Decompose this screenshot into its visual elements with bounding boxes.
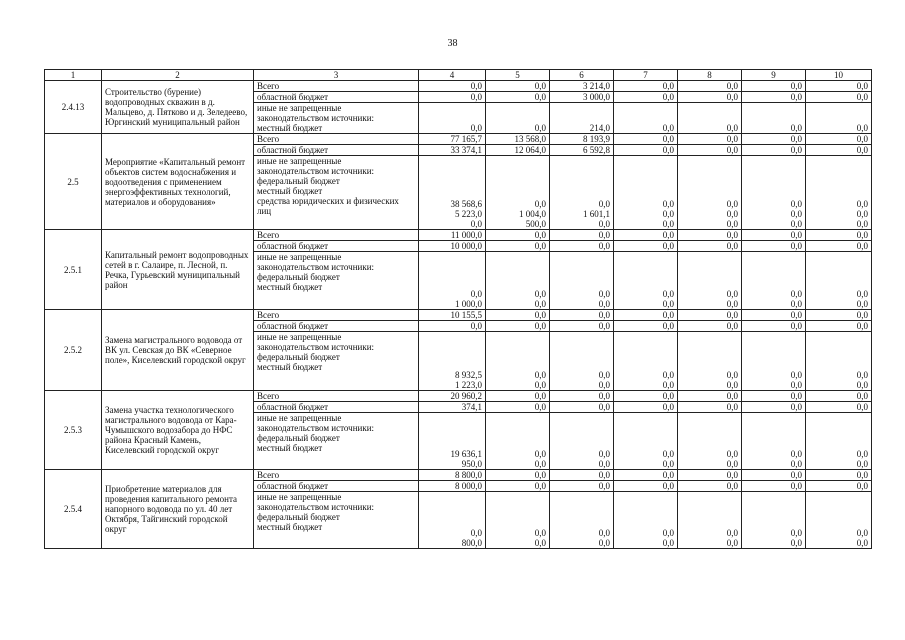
column-header: 7 xyxy=(614,70,678,81)
amount-cell: 0,0 xyxy=(614,134,678,145)
amount-cell: 6 592,8 xyxy=(550,145,614,156)
amount-cell: 0,0 xyxy=(678,241,742,252)
amount-cell: 0,0 xyxy=(678,470,742,481)
funding-source: иные не запрещенные законодательством источники: федеральный бюджет местный бюджет xyxy=(254,252,419,310)
amount-cell: 0,0 0,0 xyxy=(614,252,678,310)
amount-cell: 0,0 xyxy=(614,481,678,492)
amount-cell: 0,0 xyxy=(806,134,872,145)
column-header: 1 xyxy=(45,70,102,81)
funding-source: областной бюджет xyxy=(254,241,419,252)
amount-cell: 0,0 xyxy=(614,391,678,402)
amount-cell: 0,0 xyxy=(486,321,550,332)
amount-cell: 0,0 xyxy=(806,470,872,481)
amount-cell: 0,0 xyxy=(678,310,742,321)
funding-source: Всего xyxy=(254,310,419,321)
amount-cell: 0,0 xyxy=(678,145,742,156)
table-row xyxy=(45,134,872,145)
amount-cell: 0,0 0,0 xyxy=(550,492,614,549)
amount-cell: 0,0 0,0 xyxy=(742,252,806,310)
amount-cell: 0,0 xyxy=(806,391,872,402)
amount-cell: 0,0 xyxy=(550,321,614,332)
amount-cell: 0,0 xyxy=(614,145,678,156)
amount-cell: 0,0 0,0 xyxy=(550,332,614,391)
amount-cell: 0,0 xyxy=(742,470,806,481)
amount-cell: 0,0 0,0 xyxy=(486,252,550,310)
column-header: 8 xyxy=(678,70,742,81)
amount-cell: 0,0 xyxy=(678,92,742,103)
item-number: 2.5.4 xyxy=(45,470,102,549)
amount-cell: 0,0 xyxy=(550,230,614,241)
amount-cell: 0,0 xyxy=(486,103,550,134)
amount-cell: 0,0 xyxy=(806,402,872,413)
amount-cell: 0,0 xyxy=(614,321,678,332)
item-number: 2.5.2 xyxy=(45,310,102,391)
table-row xyxy=(45,470,872,481)
amount-cell: 0,0 800,0 xyxy=(419,492,486,549)
amount-cell: 0,0 xyxy=(742,92,806,103)
amount-cell: 0,0 xyxy=(678,321,742,332)
amount-cell: 0,0 xyxy=(486,402,550,413)
amount-cell: 0,0 0,0 xyxy=(678,252,742,310)
amount-cell: 0,0 xyxy=(486,391,550,402)
amount-cell: 0,0 0,0 xyxy=(550,252,614,310)
funding-source: Всего xyxy=(254,230,419,241)
column-header: 5 xyxy=(486,70,550,81)
table-row xyxy=(45,310,872,321)
amount-cell: 0,0 0,0 xyxy=(742,332,806,391)
column-header: 10 xyxy=(806,70,872,81)
amount-cell: 0,0 xyxy=(614,230,678,241)
amount-cell: 8 800,0 xyxy=(419,470,486,481)
amount-cell: 0,0 xyxy=(742,481,806,492)
amount-cell: 3 000,0 xyxy=(550,92,614,103)
amount-cell: 374,1 xyxy=(419,402,486,413)
amount-cell: 8 932,5 1 223,0 xyxy=(419,332,486,391)
item-number: 2.4.13 xyxy=(45,81,102,134)
funding-source: Всего xyxy=(254,391,419,402)
amount-cell: 0,0 0,0 xyxy=(486,413,550,470)
funding-source: Всего xyxy=(254,470,419,481)
amount-cell: 33 374,1 xyxy=(419,145,486,156)
funding-source: Всего xyxy=(254,134,419,145)
amount-cell: 77 165,7 xyxy=(419,134,486,145)
amount-cell: 20 960,2 xyxy=(419,391,486,402)
amount-cell: 0,0 xyxy=(678,81,742,92)
amount-cell: 0,0 1 601,1 0,0 xyxy=(550,156,614,230)
amount-cell: 3 214,0 xyxy=(550,81,614,92)
funding-source: областной бюджет xyxy=(254,402,419,413)
amount-cell: 0,0 xyxy=(678,134,742,145)
amount-cell: 0,0 xyxy=(742,241,806,252)
amount-cell: 0,0 0,0 0,0 xyxy=(806,156,872,230)
item-number: 2.5 xyxy=(45,134,102,230)
amount-cell: 0,0 0,0 xyxy=(806,332,872,391)
amount-cell: 0,0 0,0 xyxy=(614,332,678,391)
funding-table xyxy=(44,69,872,549)
amount-cell: 0,0 xyxy=(678,402,742,413)
funding-source: Всего xyxy=(254,81,419,92)
amount-cell: 0,0 xyxy=(419,92,486,103)
amount-cell: 0,0 xyxy=(614,81,678,92)
item-number: 2.5.3 xyxy=(45,391,102,470)
amount-cell: 10 000,0 xyxy=(419,241,486,252)
amount-cell: 0,0 xyxy=(614,402,678,413)
amount-cell: 0,0 xyxy=(486,310,550,321)
table-row xyxy=(45,230,872,241)
amount-cell: 0,0 xyxy=(806,230,872,241)
amount-cell: 10 155,5 xyxy=(419,310,486,321)
amount-cell: 0,0 xyxy=(806,310,872,321)
funding-source: областной бюджет xyxy=(254,481,419,492)
amount-cell: 0,0 xyxy=(678,230,742,241)
amount-cell: 19 636,1 950,0 xyxy=(419,413,486,470)
amount-cell: 0,0 xyxy=(486,241,550,252)
item-name: Приобретение материалов для проведения капитального ремонта напорного водовода по ул. 40 лет Октября, Тайгинский городской округ xyxy=(102,470,254,549)
amount-cell: 0,0 0,0 xyxy=(486,492,550,549)
amount-cell: 0,0 xyxy=(486,230,550,241)
amount-cell: 0,0 xyxy=(806,81,872,92)
column-header: 3 xyxy=(254,70,419,81)
amount-cell: 0,0 xyxy=(742,230,806,241)
amount-cell: 0,0 0,0 xyxy=(614,413,678,470)
amount-cell: 0,0 xyxy=(614,470,678,481)
amount-cell: 0,0 xyxy=(486,481,550,492)
amount-cell: 0,0 xyxy=(486,470,550,481)
amount-cell: 0,0 0,0 xyxy=(678,492,742,549)
amount-cell: 0,0 xyxy=(742,145,806,156)
amount-cell: 0,0 xyxy=(806,481,872,492)
amount-cell: 0,0 xyxy=(678,391,742,402)
amount-cell: 0,0 xyxy=(678,103,742,134)
amount-cell: 0,0 xyxy=(550,391,614,402)
amount-cell: 0,0 xyxy=(742,134,806,145)
amount-cell: 0,0 xyxy=(742,402,806,413)
item-name: Мероприятие «Капитальный ремонт объектов систем водоснабжения и водоотведения с применением энергоэффективных технологий, материалов и оборудования» xyxy=(102,134,254,230)
amount-cell: 0,0 xyxy=(742,310,806,321)
amount-cell: 0,0 xyxy=(806,145,872,156)
item-name: Замена магистрального водовода от ВК ул. Севская до ВК «Северное поле», Киселевский городской округ xyxy=(102,310,254,391)
amount-cell: 0,0 0,0 xyxy=(486,332,550,391)
amount-cell: 0,0 xyxy=(806,241,872,252)
amount-cell: 0,0 xyxy=(742,103,806,134)
page-number: 38 xyxy=(447,38,458,49)
amount-cell: 0,0 xyxy=(550,470,614,481)
amount-cell: 0,0 xyxy=(550,481,614,492)
amount-cell: 0,0 0,0 xyxy=(742,492,806,549)
header-row xyxy=(45,70,872,81)
amount-cell: 0,0 xyxy=(486,81,550,92)
amount-cell: 0,0 xyxy=(742,321,806,332)
amount-cell: 0,0 xyxy=(614,103,678,134)
amount-cell: 0,0 0,0 xyxy=(806,492,872,549)
amount-cell: 214,0 xyxy=(550,103,614,134)
funding-source: иные не запрещенные законодательством источники: федеральный бюджет местный бюджет средства юридических и физических лиц xyxy=(254,156,419,230)
item-number: 2.5.1 xyxy=(45,230,102,310)
amount-cell: 0,0 xyxy=(806,321,872,332)
funding-source: иные не запрещенные законодательством источники: федеральный бюджет местный бюджет xyxy=(254,413,419,470)
funding-source: областной бюджет xyxy=(254,321,419,332)
item-name: Строительство (бурение) водопроводных скважин в д. Мальцево, д. Пятково и д. Зеледеево, Юргинский муниципальный район xyxy=(102,81,254,134)
amount-cell: 0,0 xyxy=(550,310,614,321)
table-row xyxy=(45,81,872,92)
amount-cell: 0,0 0,0 xyxy=(806,413,872,470)
amount-cell: 11 000,0 xyxy=(419,230,486,241)
amount-cell: 0,0 xyxy=(742,81,806,92)
amount-cell: 0,0 0,0 0,0 xyxy=(742,156,806,230)
amount-cell: 0,0 0,0 0,0 xyxy=(614,156,678,230)
amount-cell: 0,0 0,0 xyxy=(678,413,742,470)
funding-source: иные не запрещенные законодательством источники: федеральный бюджет местный бюджет xyxy=(254,332,419,391)
funding-source: областной бюджет xyxy=(254,145,419,156)
amount-cell: 8 193,9 xyxy=(550,134,614,145)
amount-cell: 0,0 1 004,0 500,0 xyxy=(486,156,550,230)
amount-cell: 0,0 xyxy=(614,310,678,321)
amount-cell: 0,0 xyxy=(419,81,486,92)
amount-cell: 0,0 xyxy=(614,241,678,252)
amount-cell: 0,0 xyxy=(550,241,614,252)
funding-source: иные не запрещенные законодательством источники: местный бюджет xyxy=(254,103,419,134)
amount-cell: 0,0 xyxy=(419,321,486,332)
amount-cell: 0,0 0,0 xyxy=(614,492,678,549)
column-header: 2 xyxy=(102,70,254,81)
amount-cell: 38 568,6 5 223,0 0,0 xyxy=(419,156,486,230)
amount-cell: 0,0 xyxy=(419,103,486,134)
amount-cell: 8 000,0 xyxy=(419,481,486,492)
amount-cell: 0,0 xyxy=(806,103,872,134)
amount-cell: 0,0 xyxy=(742,391,806,402)
amount-cell: 0,0 xyxy=(678,481,742,492)
column-header: 4 xyxy=(419,70,486,81)
amount-cell: 0,0 0,0 xyxy=(806,252,872,310)
item-name: Замена участка технологического магистрального водовода от Кара-Чумышского водозабора до НФС района Красный Камень, Киселевский городской округ xyxy=(102,391,254,470)
column-header: 6 xyxy=(550,70,614,81)
amount-cell: 0,0 xyxy=(806,92,872,103)
amount-cell: 0,0 0,0 xyxy=(742,413,806,470)
amount-cell: 0,0 xyxy=(550,402,614,413)
amount-cell: 0,0 0,0 xyxy=(550,413,614,470)
amount-cell: 0,0 0,0 0,0 xyxy=(678,156,742,230)
funding-source: иные не запрещенные законодательством источники: федеральный бюджет местный бюджет xyxy=(254,492,419,549)
table-row xyxy=(45,391,872,402)
amount-cell: 0,0 1 000,0 xyxy=(419,252,486,310)
amount-cell: 0,0 xyxy=(486,92,550,103)
amount-cell: 0,0 xyxy=(614,92,678,103)
amount-cell: 12 064,0 xyxy=(486,145,550,156)
item-name: Капитальный ремонт водопроводных сетей в г. Салаире, п. Лесной, п. Речка, Гурьевский муниципальный район xyxy=(102,230,254,310)
column-header: 9 xyxy=(742,70,806,81)
funding-source: областной бюджет xyxy=(254,92,419,103)
amount-cell: 13 568,0 xyxy=(486,134,550,145)
amount-cell: 0,0 0,0 xyxy=(678,332,742,391)
